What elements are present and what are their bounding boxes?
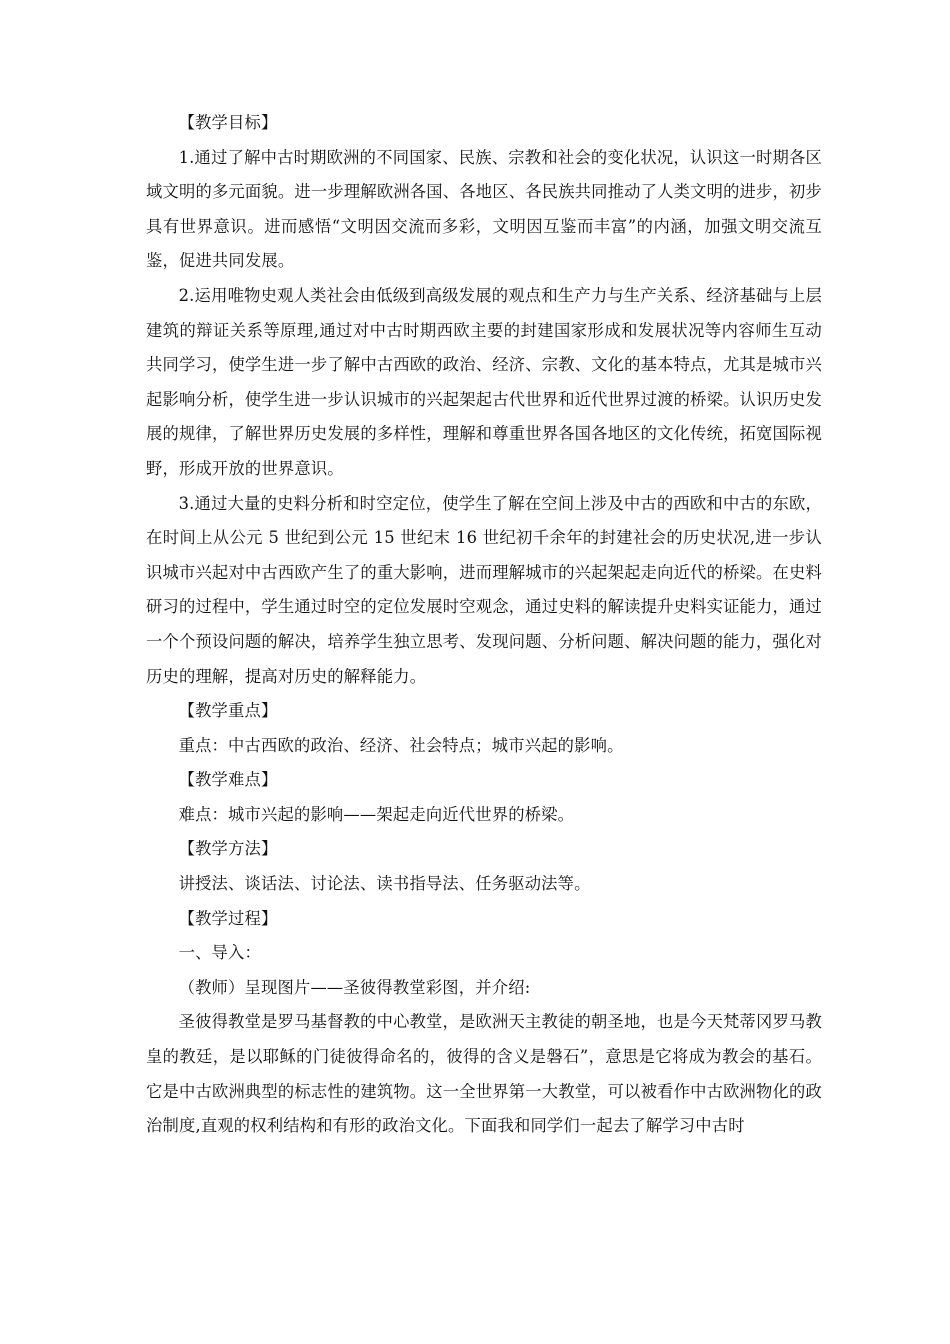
heading-process: 【教学过程】 <box>178 908 278 928</box>
heading-teaching-objectives: 【教学目标】 <box>178 113 278 132</box>
document-page <box>146 106 822 1144</box>
objective-paragraph-2: 2.运用唯物史观人类社会由低级到高级发展的观点和生产力与生产关系、经济基础与上层建筑的辩证关系等原理,通过对中古时期西欧主要的封建国家形成和发展状况等内容师生互动共同学习，使学生进一步了解中古西欧的政治、经济、宗教、文化的基本特点，尤其是城市兴起影响分析，使学生进一步认识城市的兴起架起古代世界和近代世界过渡的桥梁。认识历史发展的规律，了解世界历史发展的多样性，理解和尊重世界各国各地区的文化传统，拓宽国际视野，形成开放的世界意识。 <box>146 285 822 478</box>
objective-paragraph-3: 3.通过大量的史料分析和时空定位，使学生了解在空间上涉及中古的西欧和中古的东欧，在时间上从公元 5 世纪到公元 15 世纪末 16 世纪初千余年的封建社会的历史状况,进一步认识城市兴起对中古西欧产生了的重大影响，进而理解城市的兴起架起走向近代的桥梁。在史料研习的过程中，学生通过时空的定位发展时空观念，通过史料的解读提升史料实证能力，通过一个个预设问题的解决，培养学生独立思考、发现问题、分析问题、解决问题的能力，强化对历史的理解，提高对历史的解释能力。 <box>146 493 822 686</box>
heading-difficulties: 【教学难点】 <box>178 770 278 790</box>
heading-methods: 【教学方法】 <box>178 839 278 859</box>
key-points-text: 重点：中古西欧的政治、经济、社会特点；城市兴起的影响。 <box>178 735 624 755</box>
objective-paragraph-1: 1.通过了解中古时期欧洲的不同国家、民族、宗教和社会的变化状况，认识这一时期各区域文明的多元面貌。进一步理解欧洲各国、各地区、各民族共同推动了人类文明的进步，初步具有世界意识。进而感悟“文明因交流而多彩，文明因互鉴而丰富”的内涵，加强文明交流互鉴，促进共同发展。 <box>146 147 822 271</box>
st-peters-paragraph: 圣彼得教堂是罗马基督教的中心教堂，是欧洲天主教徒的朝圣地，也是今天梵蒂冈罗马教皇的教廷，是以耶稣的门徒彼得命名的，彼得的含义是磐石”，意思是它将成为教会的基石。它是中古欧洲典型的标志性的建筑物。这一全世界第一大教堂，可以被看作中古欧洲物化的政治制度,直观的权利结构和有形的政治文化。下面我和同学们一起去了解学习中古时 <box>146 1012 822 1136</box>
methods-text: 讲授法、谈话法、讨论法、读书指导法、任务驱动法等。 <box>178 874 591 894</box>
heading-key-points: 【教学重点】 <box>178 701 278 721</box>
process-step-intro: 一、导入： <box>178 943 262 963</box>
teacher-presentation: （教师）呈现图片——圣彼得教堂彩图，并介绍: <box>178 977 531 997</box>
difficulties-text: 难点：城市兴起的影响——架起走向近代世界的桥梁。 <box>178 804 575 824</box>
